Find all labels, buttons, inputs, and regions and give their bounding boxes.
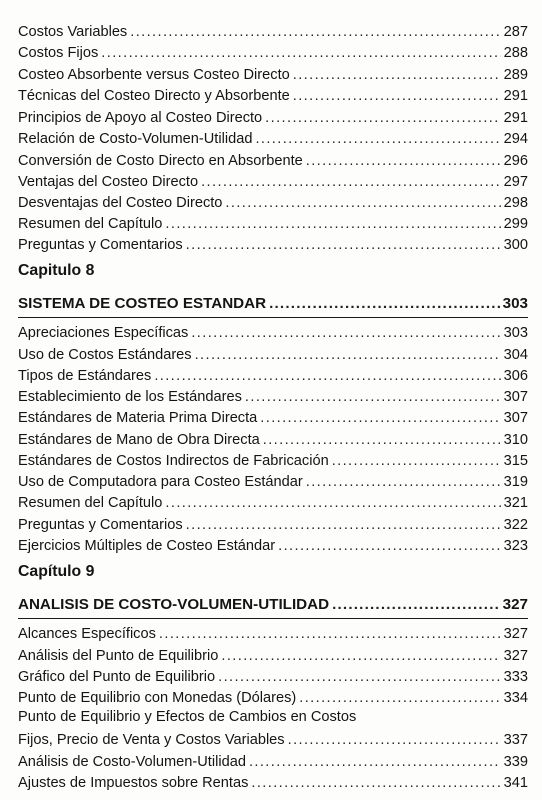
entry-title: Conversión de Costo Directo en Absorbente <box>18 153 303 169</box>
toc-entry <box>18 85 528 105</box>
leader-dots <box>245 388 501 406</box>
leader-dots <box>251 774 500 792</box>
page-number: 337 <box>503 732 528 748</box>
toc-entry <box>18 535 528 555</box>
leader-dots <box>255 130 500 148</box>
toc-entry <box>18 150 528 170</box>
toc-entry <box>18 772 528 792</box>
leader-dots <box>165 215 500 233</box>
page-number: 303 <box>502 295 528 312</box>
chapter-heading: Capítulo 9 <box>18 563 95 580</box>
leader-dots <box>306 152 501 170</box>
entry-title: Costeo Absorbente versus Costeo Directo <box>18 67 290 83</box>
leader-dots <box>249 753 501 771</box>
leader-dots <box>293 87 501 105</box>
toc-entry <box>18 322 528 342</box>
entry-title: Gráfico del Punto de Equilibrio <box>18 669 216 685</box>
entry-title: Apreciaciones Específicas <box>18 325 189 341</box>
leader-dots <box>165 494 500 512</box>
section-title: ANALISIS DE COSTO-VOLUMEN-UTILIDAD <box>18 596 330 613</box>
toc-entry <box>18 64 528 84</box>
page-number: 315 <box>503 453 528 469</box>
page-number: 327 <box>502 596 528 613</box>
page-number: 303 <box>503 325 528 341</box>
toc-entry <box>18 687 528 707</box>
toc-entry <box>18 107 528 127</box>
page-number: 319 <box>503 474 528 490</box>
page-number: 333 <box>503 669 528 685</box>
entry-title: Resumen del Capítulo <box>18 216 163 232</box>
toc-entry <box>18 751 528 771</box>
page-number: 298 <box>503 195 528 211</box>
entry-title: Análisis de Costo-Volumen-Utilidad <box>18 754 246 770</box>
entry-title: Principios de Apoyo al Costeo Directo <box>18 110 263 126</box>
page-number: 322 <box>503 517 528 533</box>
page-number: 304 <box>503 347 528 363</box>
toc-entry <box>18 514 528 534</box>
leader-dots <box>269 295 500 313</box>
page-number: 327 <box>503 648 528 664</box>
leader-dots <box>293 66 501 84</box>
entry-title: Estándares de Materia Prima Directa <box>18 410 258 426</box>
entry-title: Punto de Equilibrio y Efectos de Cambios en Costos <box>18 709 357 725</box>
page-number: 307 <box>503 389 528 405</box>
toc-entry-continued <box>18 708 528 728</box>
section-rule <box>18 317 528 318</box>
entry-title: Costos Fijos <box>18 45 99 61</box>
entry-title: Establecimiento de los Estándares <box>18 389 242 405</box>
page-number: 291 <box>503 110 528 126</box>
entry-title: Ajustes de Impuestos sobre Rentas <box>18 775 249 791</box>
chapter-heading: Capitulo 8 <box>18 262 95 279</box>
toc-entry <box>18 344 528 364</box>
toc-entry <box>18 42 528 62</box>
entry-title: Relación de Costo-Volumen-Utilidad <box>18 131 253 147</box>
toc-entry <box>18 171 528 191</box>
page-number: 288 <box>503 45 528 61</box>
leader-dots <box>159 625 501 643</box>
page-number: 307 <box>503 410 528 426</box>
page-number: 300 <box>503 237 528 253</box>
page-number: 289 <box>503 67 528 83</box>
leader-dots <box>154 367 500 385</box>
page-number: 294 <box>503 131 528 147</box>
entry-title: Uso de Computadora para Costeo Estándar <box>18 474 303 490</box>
toc-entry <box>18 729 528 749</box>
page-number: 341 <box>503 775 528 791</box>
leader-dots <box>191 324 500 342</box>
section-heading <box>18 594 528 614</box>
section-title: SISTEMA DE COSTEO ESTANDAR <box>18 295 267 312</box>
toc-entry <box>18 192 528 212</box>
page-number: 287 <box>503 24 528 40</box>
toc-entry <box>18 234 528 254</box>
entry-title: Punto de Equilibrio con Monedas (Dólares) <box>18 690 297 706</box>
toc-entry <box>18 429 528 449</box>
toc-entry <box>18 21 528 41</box>
entry-title: Ventajas del Costeo Directo <box>18 174 199 190</box>
leader-dots <box>332 596 500 614</box>
entry-title: Preguntas y Comentarios <box>18 517 183 533</box>
page-number: 323 <box>503 538 528 554</box>
page-number: 327 <box>503 626 528 642</box>
leader-dots <box>288 731 501 749</box>
leader-dots <box>218 668 501 686</box>
page-number: 321 <box>503 495 528 511</box>
entry-title: Uso de Costos Estándares <box>18 347 192 363</box>
leader-dots <box>225 194 500 212</box>
leader-dots <box>101 44 500 62</box>
section-heading <box>18 293 528 313</box>
toc-entry <box>18 386 528 406</box>
toc-entry <box>18 645 528 665</box>
toc-entry <box>18 623 528 643</box>
page-number: 297 <box>503 174 528 190</box>
entry-title: Ejercicios Múltiples de Costeo Estándar <box>18 538 276 554</box>
entry-title: Fijos, Precio de Venta y Costos Variables <box>18 732 285 748</box>
page-number: 306 <box>503 368 528 384</box>
page-number: 299 <box>503 216 528 232</box>
section-rule <box>18 618 528 619</box>
leader-dots <box>260 409 500 427</box>
page-number: 339 <box>503 754 528 770</box>
toc-entry <box>18 213 528 233</box>
toc-entry <box>18 666 528 686</box>
entry-title: Preguntas y Comentarios <box>18 237 183 253</box>
leader-dots <box>186 516 501 534</box>
entry-title: Alcances Específicos <box>18 626 156 642</box>
toc-entry <box>18 365 528 385</box>
page-number: 291 <box>503 88 528 104</box>
leader-dots <box>221 647 500 665</box>
leader-dots <box>306 473 501 491</box>
leader-dots <box>186 236 501 254</box>
page-number: 310 <box>503 432 528 448</box>
leader-dots <box>265 109 500 127</box>
leader-dots <box>195 346 501 364</box>
toc-entry <box>18 450 528 470</box>
page-number: 296 <box>503 153 528 169</box>
leader-dots <box>332 452 501 470</box>
leader-dots <box>201 173 501 191</box>
leader-dots <box>130 23 500 41</box>
leader-dots <box>263 431 501 449</box>
leader-dots <box>299 689 500 707</box>
leader-dots <box>278 537 501 555</box>
page-number: 334 <box>503 690 528 706</box>
entry-title: Tipos de Estándares <box>18 368 152 384</box>
entry-title: Estándares de Costos Indirectos de Fabricación <box>18 453 329 469</box>
entry-title: Resumen del Capítulo <box>18 495 163 511</box>
entry-title: Desventajas del Costeo Directo <box>18 195 223 211</box>
toc-entry <box>18 492 528 512</box>
entry-title: Análisis del Punto de Equilibrio <box>18 648 219 664</box>
toc-entry <box>18 407 528 427</box>
entry-title: Técnicas del Costeo Directo y Absorbente <box>18 88 290 104</box>
toc-entry <box>18 128 528 148</box>
toc-entry <box>18 471 528 491</box>
entry-title: Estándares de Mano de Obra Directa <box>18 432 260 448</box>
entry-title: Costos Variables <box>18 24 128 40</box>
